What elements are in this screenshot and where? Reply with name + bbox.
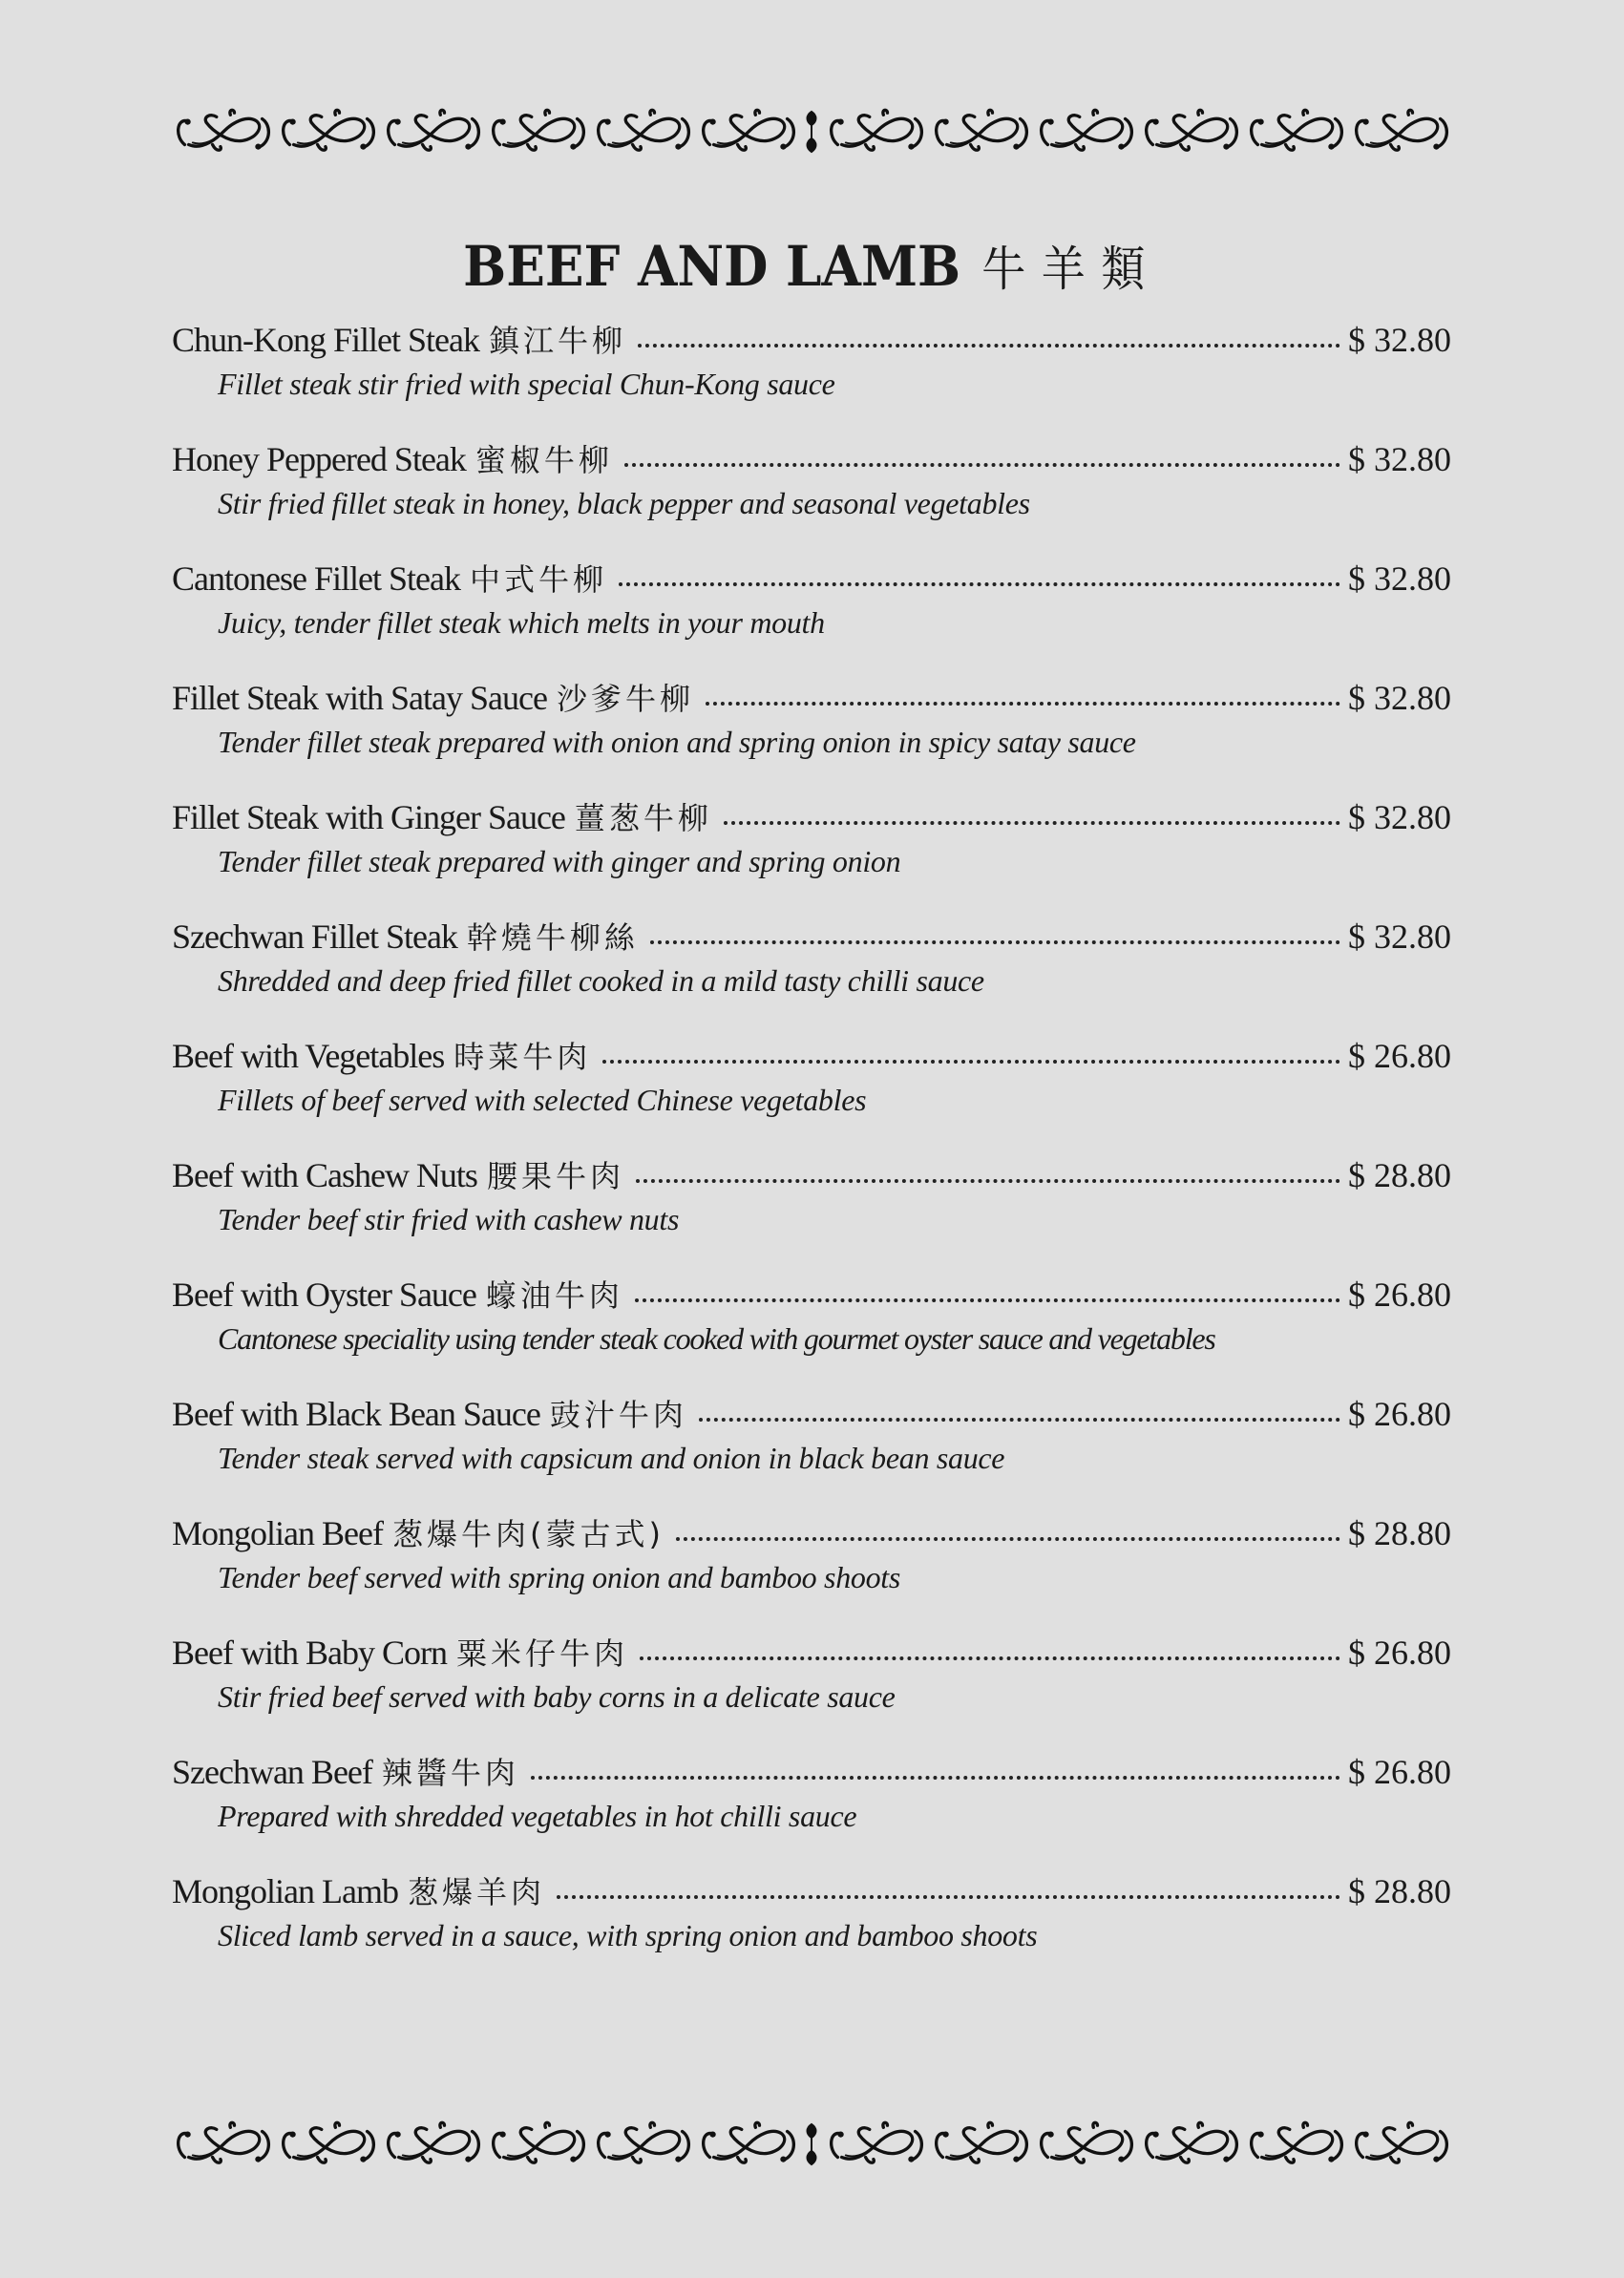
menu-item-name: Szechwan Fillet Steak	[172, 918, 457, 956]
dot-leader	[699, 1418, 1340, 1422]
menu-item-description: Prepared with shredded vegetables in hot chilli sauce	[218, 1799, 857, 1833]
menu-item-price: $ 26.80	[1348, 1037, 1451, 1075]
page-title-en: BEEF AND LAMB	[463, 233, 961, 299]
menu-item-price: $ 26.80	[1348, 1634, 1451, 1672]
flourish-icon	[1140, 107, 1241, 157]
menu-item-description: Fillets of beef served with selected Chinese vegetables	[218, 1083, 867, 1117]
menu-item-line	[172, 1747, 1451, 1797]
menu-item-name-zh: 蜜椒牛柳	[475, 442, 613, 478]
menu-item-line	[172, 1270, 1451, 1319]
menu-item-price: $ 32.80	[1348, 918, 1451, 956]
dot-leader	[619, 582, 1340, 586]
menu-item-price: $ 32.80	[1348, 321, 1451, 359]
menu-item-description: Shredded and deep fried fillet cooked in a mild tasty chilli sauce	[218, 963, 984, 998]
menu-item-name-zh: 腰果牛肉	[486, 1158, 624, 1194]
flourish-icon	[697, 2120, 798, 2169]
menu-item-name: Beef with Vegetables	[172, 1037, 445, 1075]
menu-item-description: Tender steak served with capsicum and onion in black bean sauce	[218, 1441, 1005, 1475]
menu-item-name: Beef with Black Bean Sauce	[172, 1395, 540, 1433]
menu-item-description: Fillet steak stir fried with special Chun-Kong sauce	[218, 367, 835, 401]
menu-item	[172, 315, 1451, 434]
menu-item-name-zh: 葱爆羊肉	[407, 1874, 545, 1910]
menu-item	[172, 1628, 1451, 1747]
menu-item-name: Mongolian Lamb	[172, 1872, 398, 1910]
dot-leader	[635, 1298, 1340, 1302]
menu-item-price: $ 32.80	[1348, 559, 1451, 598]
bottom-ornament-border	[172, 2120, 1451, 2169]
flourish-icon	[1245, 107, 1346, 157]
menu-item-line	[172, 1389, 1451, 1439]
flourish-icon	[592, 107, 693, 157]
menu-list	[172, 315, 1451, 1986]
menu-item-line	[172, 1628, 1451, 1677]
menu-item-name: Honey Peppered Steak	[172, 440, 466, 478]
flourish-icon	[930, 107, 1031, 157]
menu-item	[172, 912, 1451, 1031]
menu-item-name: Mongolian Beef	[172, 1514, 383, 1552]
page-title-zh: 牛羊類	[981, 241, 1161, 297]
menu-item-name-zh: 鎮江牛柳	[489, 323, 627, 359]
menu-item	[172, 1389, 1451, 1508]
menu-item-line	[172, 1150, 1451, 1200]
menu-item-price: $ 28.80	[1348, 1514, 1451, 1552]
dot-leader	[531, 1776, 1340, 1780]
menu-item-name-zh: 辣醬牛肉	[381, 1755, 519, 1791]
menu-item-name: Fillet Steak with Ginger Sauce	[172, 798, 565, 836]
menu-item	[172, 1270, 1451, 1389]
menu-item	[172, 554, 1451, 673]
flourish-icon	[1035, 2120, 1136, 2169]
menu-item-name: Beef with Cashew Nuts	[172, 1156, 477, 1194]
menu-item-description: Juicy, tender fillet steak which melts in your mouth	[218, 605, 825, 640]
menu-item-description: Sliced lamb served in a sauce, with spring onion and bamboo shoots	[218, 1918, 1038, 1952]
menu-item-name: Chun-Kong Fillet Steak	[172, 321, 479, 359]
dot-leader	[636, 1179, 1340, 1183]
menu-item-name-zh: 薑葱牛柳	[574, 800, 712, 836]
menu-item-name-zh: 豉汁牛肉	[549, 1397, 687, 1433]
flourish-icon	[487, 107, 588, 157]
menu-item-description: Stir fried fillet steak in honey, black pepper and seasonal vegetables	[218, 486, 1030, 520]
dot-leader	[650, 940, 1340, 944]
menu-item-line	[172, 554, 1451, 603]
menu-item-price: $ 32.80	[1348, 679, 1451, 717]
flourish-icon	[825, 2120, 926, 2169]
menu-item-name-zh: 蠔油牛肉	[485, 1277, 623, 1314]
menu-item-name: Cantonese Fillet Steak	[172, 559, 460, 598]
flourish-icon	[172, 2120, 273, 2169]
menu-item-description: Cantonese speciality using tender steak cooked with gourmet oyster sauce and vegetables	[218, 1321, 1215, 1356]
menu-item-name-zh: 葱爆牛肉(蒙古式)	[391, 1516, 664, 1552]
menu-item	[172, 1867, 1451, 1986]
menu-item-line	[172, 912, 1451, 961]
menu-item-line	[172, 315, 1451, 365]
dot-leader	[638, 344, 1340, 348]
menu-item-name-zh: 時菜牛肉	[453, 1039, 592, 1075]
menu-item-name-zh: 中式牛柳	[469, 561, 607, 598]
flourish-icon	[930, 2120, 1031, 2169]
menu-item-description: Stir fried beef served with baby corns in a delicate sauce	[218, 1679, 896, 1714]
flourish-icon	[382, 107, 483, 157]
menu-item-name: Szechwan Beef	[172, 1753, 372, 1791]
flourish-icon	[277, 2120, 378, 2169]
menu-item-price: $ 28.80	[1348, 1872, 1451, 1910]
menu-item-price: $ 32.80	[1348, 798, 1451, 836]
menu-item-description: Tender fillet steak prepared with onion and spring onion in spicy satay sauce	[218, 725, 1136, 759]
menu-item	[172, 1508, 1451, 1628]
flourish-icon	[382, 2120, 483, 2169]
menu-item-line	[172, 434, 1451, 484]
flourish-icon	[697, 107, 798, 157]
flourish-icon	[1245, 2120, 1346, 2169]
top-ornament-border	[172, 107, 1451, 157]
menu-item-price: $ 26.80	[1348, 1753, 1451, 1791]
menu-item	[172, 792, 1451, 912]
page-title	[65, 228, 1559, 307]
menu-item-price: $ 28.80	[1348, 1156, 1451, 1194]
menu-item-description: Tender beef stir fried with cashew nuts	[218, 1202, 680, 1236]
flourish-icon	[1035, 107, 1136, 157]
menu-item-price: $ 26.80	[1348, 1276, 1451, 1314]
menu-item	[172, 673, 1451, 792]
dot-leader	[706, 702, 1340, 706]
hourglass-connector-icon	[802, 2120, 821, 2169]
flourish-icon	[277, 107, 378, 157]
flourish-icon	[1350, 2120, 1451, 2169]
dot-leader	[640, 1656, 1340, 1660]
menu-item	[172, 434, 1451, 554]
menu-item-price: $ 32.80	[1348, 440, 1451, 478]
flourish-icon	[172, 107, 273, 157]
menu-item-price: $ 26.80	[1348, 1395, 1451, 1433]
dot-leader	[557, 1895, 1340, 1899]
flourish-icon	[825, 107, 926, 157]
menu-item-line	[172, 673, 1451, 723]
menu-item-name: Fillet Steak with Satay Sauce	[172, 679, 547, 717]
menu-item-name-zh: 粟米仔牛肉	[455, 1635, 628, 1672]
menu-item-name-zh: 沙爹牛柳	[556, 681, 694, 717]
dot-leader	[676, 1537, 1340, 1541]
menu-item	[172, 1747, 1451, 1867]
menu-item-description: Tender beef served with spring onion and bamboo shoots	[218, 1560, 901, 1594]
menu-item-line	[172, 1031, 1451, 1081]
flourish-icon	[592, 2120, 693, 2169]
dot-leader	[602, 1060, 1340, 1064]
flourish-icon	[487, 2120, 588, 2169]
menu-item-line	[172, 1867, 1451, 1916]
menu-item-name: Beef with Oyster Sauce	[172, 1276, 476, 1314]
menu-item	[172, 1150, 1451, 1270]
flourish-icon	[1140, 2120, 1241, 2169]
dot-leader	[624, 463, 1340, 467]
flourish-icon	[1350, 107, 1451, 157]
menu-item	[172, 1031, 1451, 1150]
menu-item-name-zh: 幹燒牛柳絲	[466, 919, 639, 956]
menu-item-line	[172, 1508, 1451, 1558]
menu-item-line	[172, 792, 1451, 842]
menu-item-name: Beef with Baby Corn	[172, 1634, 447, 1672]
menu-item-description: Tender fillet steak prepared with ginger and spring onion	[218, 844, 901, 878]
hourglass-connector-icon	[802, 107, 821, 157]
dot-leader	[724, 821, 1340, 825]
